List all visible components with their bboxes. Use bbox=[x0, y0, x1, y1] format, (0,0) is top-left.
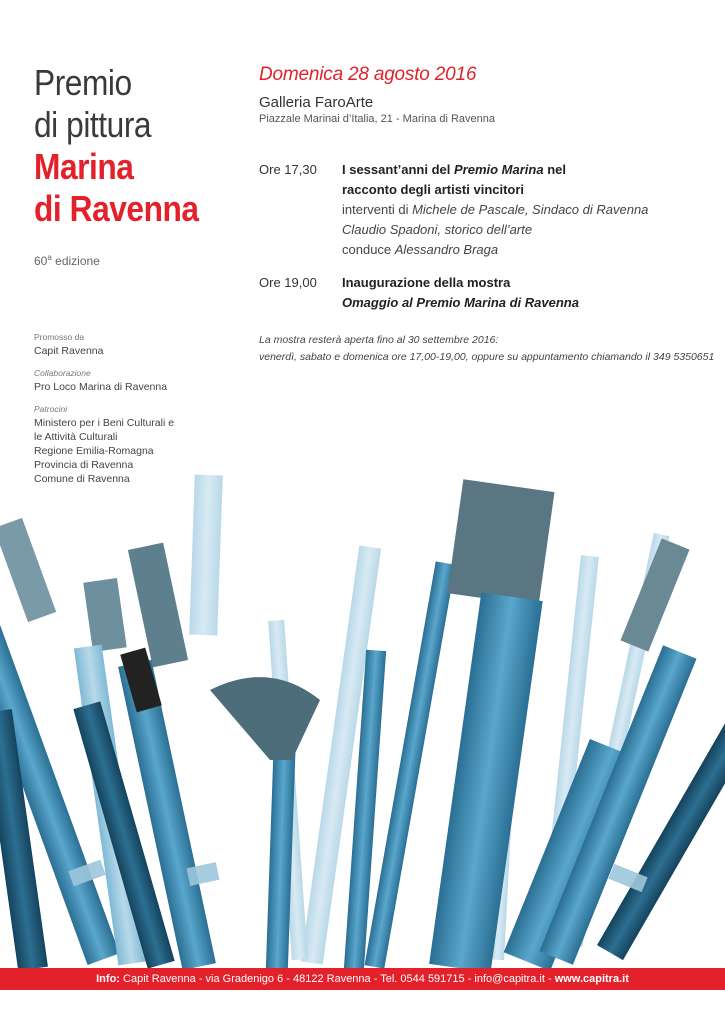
footer-website-link[interactable]: www.capitra.it bbox=[554, 973, 629, 985]
edition-ordinal: a bbox=[47, 253, 52, 262]
program-text: interventi di bbox=[342, 202, 413, 217]
footer-info-bar bbox=[0, 968, 725, 990]
program-title-italic: Premio Marina bbox=[454, 162, 544, 177]
program-title-part: nel bbox=[543, 162, 566, 177]
program-title-part: I sessant’anni del bbox=[342, 162, 454, 177]
credits-block bbox=[34, 330, 214, 486]
program-speaker: Claudio Spadoni, storico dell’arte bbox=[342, 222, 533, 237]
program-speaker: Michele de Pascale, Sindaco di Ravenna bbox=[412, 202, 649, 217]
collab-caption: Collaborazione bbox=[34, 368, 91, 378]
exhibition-notice bbox=[259, 332, 714, 366]
collab-value: Pro Loco Marina di Ravenna bbox=[34, 381, 168, 393]
patrocini-item: le Attività Culturali bbox=[34, 431, 118, 443]
program-subtitle: Omaggio al Premio Marina di Ravenna bbox=[342, 295, 579, 310]
program-title bbox=[342, 160, 712, 180]
edition-label bbox=[34, 253, 100, 268]
patrocini-item: Comune di Ravenna bbox=[34, 473, 130, 485]
title-line-4: di Ravenna bbox=[34, 188, 199, 229]
title-line-2: di pittura bbox=[34, 104, 152, 145]
edition-number: 60 bbox=[34, 254, 48, 268]
program-moderator bbox=[342, 240, 712, 260]
title-line-3: Marina bbox=[34, 146, 134, 187]
program-text: conduce bbox=[342, 242, 395, 257]
program-title-line2: racconto degli artisti vincitori bbox=[342, 182, 525, 197]
poster-title bbox=[34, 62, 221, 230]
patrocini-item: Regione Emilia-Romagna bbox=[34, 445, 154, 457]
notice-line-1: La mostra resterà aperta fino al 30 settembre 2016: bbox=[259, 334, 499, 346]
paintbrushes-image bbox=[0, 470, 725, 970]
program-time: Ore 19,00 bbox=[259, 275, 317, 290]
footer-label: Info: bbox=[96, 973, 120, 985]
promosso-caption: Promosso da bbox=[34, 332, 85, 342]
promosso-value: Capit Ravenna bbox=[34, 345, 104, 357]
event-venue: Galleria FaroArte bbox=[259, 94, 374, 111]
notice-line-2: venerdì, sabato e domenica ore 17,00-19,00, oppure su appuntamento chiamando il 349 5350651 bbox=[259, 351, 715, 363]
edition-word: edizione bbox=[55, 254, 100, 268]
event-address: Piazzale Marinai d’Italia, 21 - Marina di Ravenna bbox=[259, 113, 496, 125]
patrocini-item: Provincia di Ravenna bbox=[34, 459, 134, 471]
program-speakers bbox=[342, 200, 712, 220]
event-header bbox=[259, 64, 699, 125]
patrocini-item: Ministero per i Beni Culturali e bbox=[34, 417, 175, 429]
program-title: Inaugurazione della mostra bbox=[342, 275, 511, 290]
program-speaker: Alessandro Braga bbox=[394, 242, 499, 257]
patrocini-caption: Patrocini bbox=[34, 404, 68, 414]
event-date: Domenica 28 agosto 2016 bbox=[259, 64, 477, 85]
title-line-1: Premio bbox=[34, 62, 132, 103]
program-time: Ore 17,30 bbox=[259, 162, 317, 177]
footer-text: Capit Ravenna - via Gradenigo 6 - 48122 Ravenna - Tel. 0544 591715 - info@capitra.it - bbox=[119, 973, 555, 985]
